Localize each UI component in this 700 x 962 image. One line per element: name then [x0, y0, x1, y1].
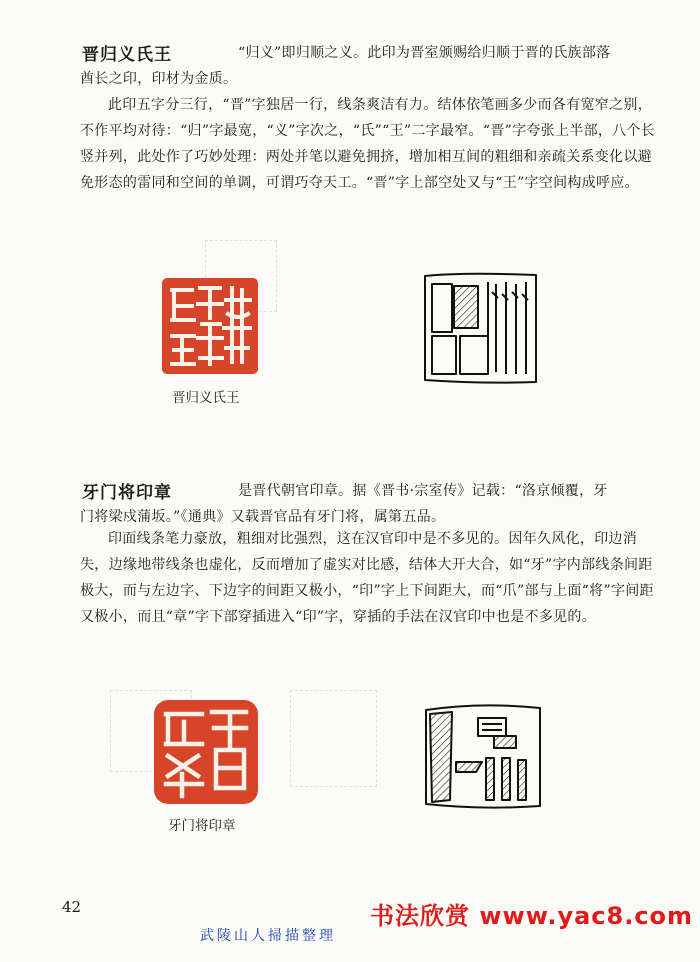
seal-layout-sketch-2: [422, 700, 544, 812]
section2-body: 印面线条笔力豪放，粗细对比强烈，这在汉官印中是不多见的。因年久风化，印边消失，边缘地带线条也虚化，反而增加了虚实对比感，结体大开大合，如“牙”字内部线条间距极大，而与左边字、下边字的间距又极小，“印”字上下间距大，而“爪”部与上面“将”字间距又极小，而且“章”字下部穿插进入“印”字，穿插的手法在汉官印中也是不多见的。: [80, 531, 654, 625]
seal2-caption: 牙门将印章: [168, 818, 236, 834]
seal1-caption: 晋归义氏王: [172, 390, 240, 406]
seal-layout-sketch-1: [422, 270, 540, 386]
page-number: 42: [62, 898, 82, 916]
section1-lead: “归义”即归顺之义。此印为晋室颁赐给归顺于晋的氏族部落: [238, 45, 611, 61]
section2-title: 牙门将印章: [82, 483, 172, 503]
seal-image-jin-guiyi: [162, 278, 258, 374]
section2-lead-cont: 门将梁戍蒲坂。”《通典》又载晋官品有牙门将，属第五品。: [80, 509, 446, 525]
section1-lead-cont: 酋长之印，印材为金质。: [80, 71, 238, 87]
watermark-text: 书法欣赏 www.yac8.com: [370, 902, 694, 930]
section2-lead: 是晋代朝官印章。据《晋书·宗室传》记载：“洛京倾覆，牙: [238, 483, 608, 499]
bleed-through-mark: [290, 690, 377, 787]
scanner-credit: 武陵山人掃描整理: [200, 928, 336, 944]
seal-image-yamen-jiang: [154, 700, 258, 804]
section1-body: 此印五字分三行，“晋”字独居一行，线条爽洁有力。结体依笔画多少而各有宽窄之别，不作平均对待：“归”字最宽，“义”字次之，“氏”“王”二字最窄。“晋”字夸张上半部，八个长竖并列，此处作了巧妙处理：两处并笔以避免拥挤，增加相互间的粗细和亲疏关系变化以避免形态的雷同和空间的单调，可谓巧夺天工。“晋”字上部空处又与“王”字空间构成呼应。: [80, 97, 656, 191]
section1-title: 晋归义氏王: [82, 45, 172, 65]
